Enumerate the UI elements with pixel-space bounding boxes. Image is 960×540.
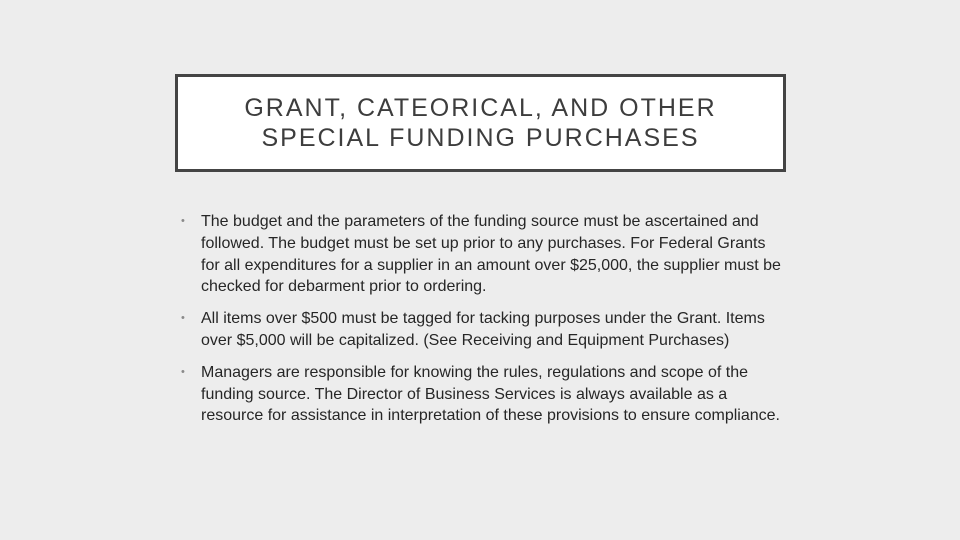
bullet-item [168,211,788,298]
bullet-text: The budget and the parameters of the funding source must be ascertained and followed. The budget must be set up prior to any purchases. For Federal Grants for all expenditures for a supplier in an amount over $25,000, the supplier must be checked for debarment prior to ordering. [201,213,781,296]
title-line-2: SPECIAL FUNDING PURCHASES [261,124,700,152]
bullet-item [168,308,788,352]
title-line-1: GRANT, CATEORICAL, AND OTHER [244,94,717,122]
bullet-icon: • [181,312,185,325]
bullet-item [168,362,788,427]
bullet-icon: • [181,215,185,227]
slide-title [244,93,716,153]
title-box [175,74,786,172]
bullet-text: Managers are responsible for knowing the rules, regulations and scope of the funding source. The Director of Business Services is always available as a resource for assistance in interpretation of these provisions to ensure compliance. [201,363,780,425]
bullet-text: All items over $500 must be tagged for tacking purposes under the Grant. Items over $5,000 will be capitalized. (See Receiving and Equipment Purchases) [201,310,765,349]
bullet-list [168,211,788,437]
bullet-icon: • [181,365,185,378]
